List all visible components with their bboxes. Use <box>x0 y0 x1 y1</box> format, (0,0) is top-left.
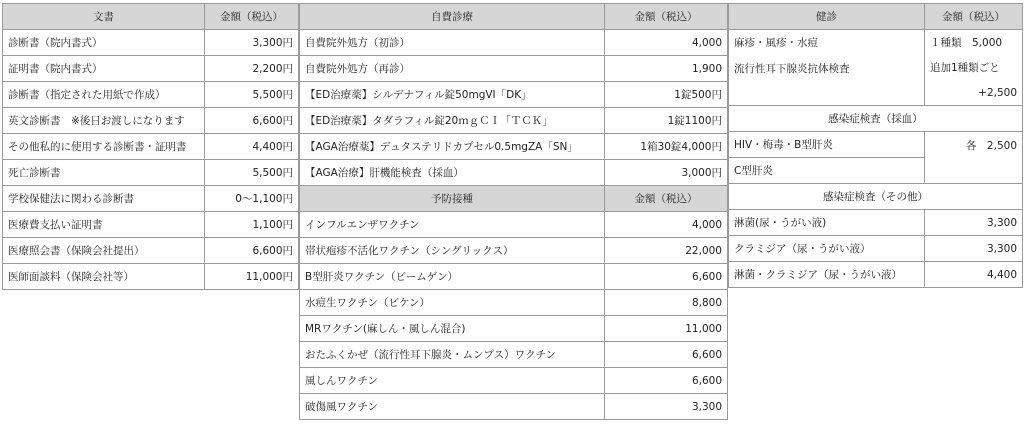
item-price: 2,200円 <box>205 56 299 82</box>
item-name: 破傷風ワクチン <box>300 394 605 420</box>
table-row <box>3 264 299 290</box>
item-price: 1錠1100円 <box>605 108 728 134</box>
item-name: 【ED治療薬】シルデナフィル錠50mgVI「DK」 <box>300 82 605 108</box>
item-name: 淋菌・クラミジア（尿・うがい液） <box>729 262 925 288</box>
item-name: 流行性耳下腺炎抗体検査 <box>734 63 850 75</box>
table-row <box>300 134 728 160</box>
item-name: 【ED治療薬】タダラフィル錠20ｍｇＣＩ「ＴＣＫ」 <box>300 108 605 134</box>
item-price: １種類 5,000 <box>925 30 1023 56</box>
item-name: 自費院外処方（再診） <box>300 56 605 82</box>
table-row <box>3 30 299 56</box>
header-cell: 文書 <box>3 4 205 30</box>
item-name: 死亡診断書 <box>3 160 205 186</box>
self-pay-vaccine-table <box>299 3 728 420</box>
item-price: 1,900 <box>605 56 728 82</box>
table-row <box>729 236 1023 262</box>
item-name: 学校保健法に関わる診断書 <box>3 186 205 212</box>
header-cell: 予防接種 <box>300 186 605 212</box>
item-price: 3,300 <box>605 394 728 420</box>
item-price: 3,300円 <box>205 30 299 56</box>
item-name: 診断書（指定された用紙で作成） <box>3 82 205 108</box>
item-price: 1箱30錠4,000円 <box>605 134 728 160</box>
item-name: 医師面談料（保険会社等） <box>3 264 205 290</box>
table-row <box>3 186 299 212</box>
table-header-row <box>729 184 1023 210</box>
table-header-row <box>729 4 1023 30</box>
item-price: 6,600 <box>605 368 728 394</box>
item-name: おたふくかぜ（流行性耳下腺炎・ムンプス）ワクチン <box>300 342 605 368</box>
checkup-items <box>729 30 925 106</box>
item-name: 帯状疱疹不活化ワクチン（シングリックス） <box>300 238 605 264</box>
item-price: 3,300 <box>925 210 1023 236</box>
table-row <box>300 212 728 238</box>
item-price: 3,300 <box>925 236 1023 262</box>
item-name: 麻疹・風疹・水痘 <box>734 37 818 49</box>
item-price: 4,000 <box>605 212 728 238</box>
item-price: 6,600円 <box>205 238 299 264</box>
item-price: 4,000 <box>605 30 728 56</box>
table-header-row <box>729 106 1023 132</box>
table-row <box>3 134 299 160</box>
checkup-table <box>728 3 1023 288</box>
table-row <box>3 82 299 108</box>
item-price: 6,600円 <box>205 108 299 134</box>
item-price: 4,400円 <box>205 134 299 160</box>
item-name: 診断書（院内書式） <box>3 30 205 56</box>
item-price: 6,600 <box>605 264 728 290</box>
item-name: C型肝炎 <box>729 158 925 184</box>
item-name: 水痘生ワクチン（ビケン） <box>300 290 605 316</box>
item-price: 11,000 <box>605 316 728 342</box>
item-price: 1錠500円 <box>605 82 728 108</box>
table-row <box>300 264 728 290</box>
section-header: 感染症検査（採血） <box>729 106 1023 132</box>
header-cell: 金額（税込） <box>605 4 728 30</box>
item-name: 医療照会書（保険会社提出） <box>3 238 205 264</box>
item-price: +2,500 <box>925 80 1023 106</box>
table-row <box>300 238 728 264</box>
item-price: 3,000円 <box>605 160 728 186</box>
item-price: 11,000円 <box>205 264 299 290</box>
item-price: 4,400 <box>925 262 1023 288</box>
item-name: B型肝炎ワクチン（ビームゲン） <box>300 264 605 290</box>
header-cell: 健診 <box>729 4 925 30</box>
item-name: クラミジア（尿・うがい液） <box>729 236 925 262</box>
table-row <box>300 82 728 108</box>
item-price: 22,000 <box>605 238 728 264</box>
item-name: 自費院外処方（初診） <box>300 30 605 56</box>
item-name: インフルエンザワクチン <box>300 212 605 238</box>
table-header-row <box>300 4 728 30</box>
table-header-row <box>3 4 299 30</box>
table-row <box>3 108 299 134</box>
item-price: 各 2,500 <box>925 132 1023 184</box>
table-row <box>300 368 728 394</box>
table-header-row <box>300 186 728 212</box>
table-row <box>300 290 728 316</box>
table-row <box>3 56 299 82</box>
section-header: 感染症検査（その他） <box>729 184 1023 210</box>
item-name: その他私的に使用する診断書・証明書 <box>3 134 205 160</box>
header-cell: 自費診療 <box>300 4 605 30</box>
item-price: 5,500円 <box>205 160 299 186</box>
table-row <box>729 30 1023 56</box>
documents-table <box>2 3 299 290</box>
table-row <box>300 56 728 82</box>
item-name: 英文診断書 ※後日お渡しになります <box>3 108 205 134</box>
item-price: 1,100円 <box>205 212 299 238</box>
item-price: 6,600 <box>605 342 728 368</box>
item-price: 0～1,100円 <box>205 186 299 212</box>
item-name: 医療費支払い証明書 <box>3 212 205 238</box>
item-name: 【AGA治療】肝機能検査（採血） <box>300 160 605 186</box>
header-cell: 金額（税込） <box>925 4 1023 30</box>
table-row <box>300 160 728 186</box>
item-name: MRワクチン(麻しん・風しん混合) <box>300 316 605 342</box>
item-price: 追加1種類ごと <box>925 55 1023 80</box>
item-name: HIV・梅毒・B型肝炎 <box>729 132 925 158</box>
table-row <box>300 108 728 134</box>
table-row <box>3 238 299 264</box>
header-cell: 金額（税込） <box>205 4 299 30</box>
table-row <box>300 394 728 420</box>
item-name: 淋菌(尿・うがい液) <box>729 210 925 236</box>
table-row <box>300 316 728 342</box>
header-cell: 金額（税込） <box>605 186 728 212</box>
table-row <box>300 30 728 56</box>
item-price: 5,500円 <box>205 82 299 108</box>
item-name: 風しんワクチン <box>300 368 605 394</box>
table-row <box>300 342 728 368</box>
table-row <box>3 212 299 238</box>
item-price: 8,800 <box>605 290 728 316</box>
table-row <box>729 262 1023 288</box>
item-name: 証明書（院内書式） <box>3 56 205 82</box>
item-name: 【AGA治療薬】デュタステリドカプセル0.5mgZA「SN」 <box>300 134 605 160</box>
table-row <box>729 210 1023 236</box>
table-row <box>729 132 1023 158</box>
table-row <box>3 160 299 186</box>
